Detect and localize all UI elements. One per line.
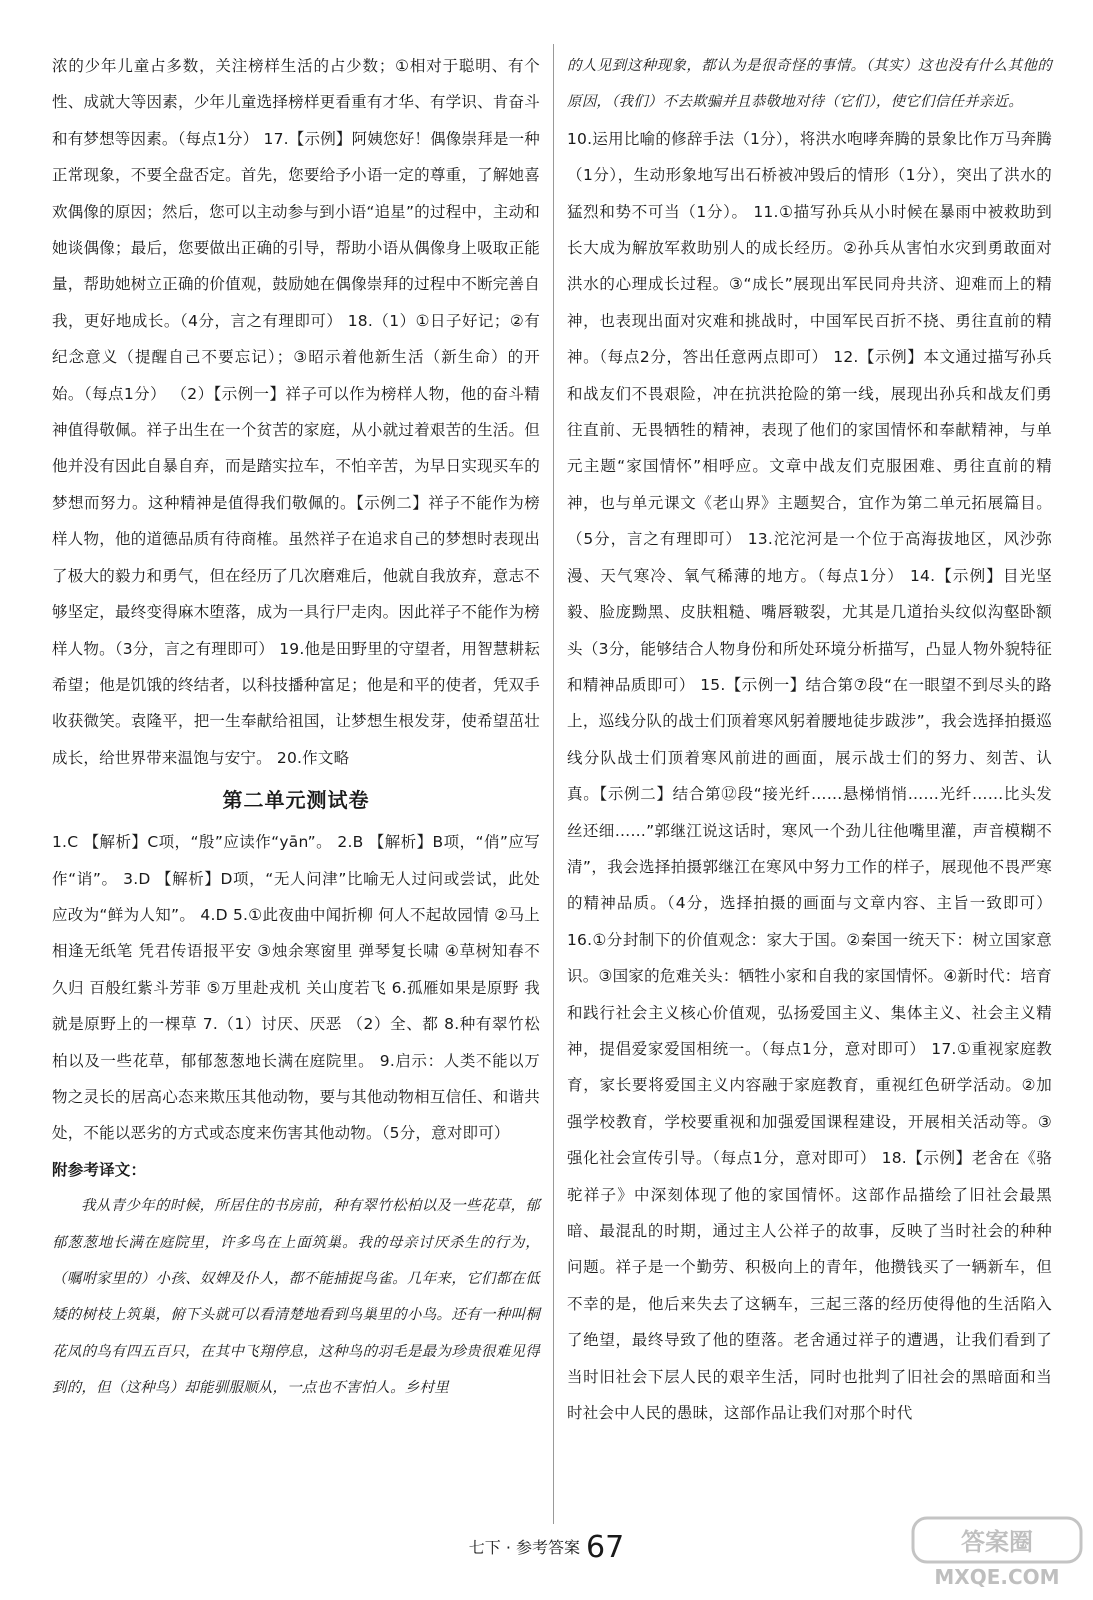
section-title: 第二单元测试卷	[222, 788, 370, 813]
watermark-logo	[907, 1512, 1087, 1592]
reference-translation: 我从青少年的时候，所居住的书房前，种有翠竹松柏以及一些花草，郁郁葱葱地长满在庭院里，许多鸟在上面筑巢。我的母亲讨厌杀生的行为，（嘱咐家里的）小孩、奴婢及仆人，都不能捕捉鸟雀。几年来，它们都在低矮的树枝上筑巢，俯下头就可以看清楚地看到鸟巢里的小鸟。还有一种叫桐花凤的鸟有四五百只，在其中飞翔停息，这种鸟的羽毛是最为珍贵很难见得到的，但（这种鸟）却能驯服顺从，一点也不害怕人。乡村里	[52, 1198, 540, 1397]
reference-heading: 附参考译文：	[52, 1160, 147, 1179]
right-column	[567, 48, 1052, 1431]
answer-paragraph: 浓的少年儿童占多数，关注榜样生活的占少数；①相对于聪明、有个性、成就大等因素，少年儿童选择榜样更看重有才华、有学识、肯奋斗和有梦想等因素。（每点1分） 17.【示例】阿姨您好！偶像崇拜是一种正常现象，不要全盘否定。首先，您要给予小语一定的尊重，了解她喜欢偶像的原因；然后，您可以主动参与到小语“追星”的过程中，主动和她谈偶像；最后，您要做出正确的引导，帮助小语从偶像身上吸取正能量，帮助她树立正确的价值观，鼓励她在偶像崇拜的过程中不断完善自我，更好地成长。（4分，言之有理即可） 18.（1）①日子好记；②有纪念意义（提醒自己不要忘记）；③昭示着他新生活（新生命）的开始。（每点1分） （2）【示例一】祥子可以作为榜样人物，他的奋斗精神值得敬佩。祥子出生在一个贫苦的家庭，从小就过着艰苦的生活。但他并没有因此自暴自弃，而是踏实拉车，不怕辛苦，为早日实现买车的梦想而努力。这种精神是值得我们敬佩的。【示例二】祥子不能作为榜样人物，他的道德品质有待商榷。虽然祥子在追求自己的梦想时表现出了极大的毅力和勇气，但在经历了几次磨难后，他就自我放弃，意志不够坚定，最终变得麻木堕落，成为一具行尸走肉。因此祥子不能作为榜样人物。（3分，言之有理即可） 19.他是田野里的守望者，用智慧耕耘希望；他是饥饿的终结者，以科技播种富足；他是和平的使者，凭双手收获微笑。袁隆平，把一生奉献给祖国，让梦想生根发芽，使希望茁壮成长，给世界带来温饱与安宁。 20.作文略	[52, 57, 540, 767]
svg-text:答案圈: 答案圈	[961, 1528, 1033, 1556]
column-divider	[553, 44, 554, 1524]
page-number: 67	[586, 1530, 625, 1565]
svg-text:MXQE.COM: MXQE.COM	[934, 1565, 1060, 1589]
reference-translation-cont: 的人见到这种现象，都认为是很奇怪的事情。（其实）这也没有什么其他的原因，（我们）不去欺骗并且恭敬地对待（它们），使它们信任并亲近。	[567, 58, 1052, 111]
left-column	[52, 48, 540, 1407]
answer-paragraph: 1.C 【解析】C项，“殷”应读作“yān”。 2.B 【解析】B项，“俏”应写作“诮”。 3.D 【解析】D项，“无人问津”比喻无人过问或尝试，此处应改为“鲜为人知”。 4.D 5.①此夜曲中闻折柳 何人不起故园情 ②马上相逢无纸笔 凭君传语报平安 ③烛余寒窗里 弹琴复长啸 ④草树知春不久归 百般红紫斗芳菲 ⑤万里赴戎机 关山度若飞 6.孤雁如果是原野 我就是原野上的一棵草 7.（1）讨厌、厌恶 （2）全、都 8.种有翠竹松柏以及一些花草，郁郁葱葱地长满在庭院里。 9.启示：人类不能以万物之灵长的居高心态来欺压其他动物，要与其他动物相互信任、和谐共处，不能以恶劣的方式或态度来伤害其他动物。（5分，意对即可）	[52, 833, 540, 1143]
answer-paragraph: 10.运用比喻的修辞手法（1分），将洪水咆哮奔腾的景象比作万马奔腾（1分），生动形象地写出石桥被冲毁后的情形（1分），突出了洪水的猛烈和势不可当（1分）。 11.①描写孙兵从小时候在暴雨中被救助到长大成为解放军救助别人的成长经历。②孙兵从害怕水灾到勇敢面对洪水的心理成长过程。③“成长”展现出军民同舟共济、迎难而上的精神，也表现出面对灾难和挑战时，中国军民百折不挠、勇往直前的精神。（每点2分，答出任意两点即可） 12.【示例】本文通过描写孙兵和战友们不畏艰险，冲在抗洪抢险的第一线，展现出孙兵和战友们勇往直前、无畏牺牲的精神，表现了他们的家国情怀和奉献精神，与单元主题“家国情怀”相呼应。文章中战友们克服困难、勇往直前的精神，也与单元课文《老山界》主题契合，宜作为第二单元拓展篇目。（5分，言之有理即可） 13.沱沱河是一个位于高海拔地区，风沙弥漫、天气寒冷、氧气稀薄的地方。（每点1分） 14.【示例】目光坚毅、脸庞黝黑、皮肤粗糙、嘴唇皲裂，尤其是几道抬头纹似沟壑卧额头（3分，能够结合人物身份和所处环境分析描写，凸显人物外貌特征和精神品质即可） 15.【示例一】结合第⑦段“在一眼望不到尽头的路上，巡线分队的战士们顶着寒风躬着腰地徒步跋涉”，我会选择拍摄巡线分队战士们顶着寒风前进的画面，展示战士们的努力、刻苦、认真。【示例二】结合第⑫段“接光纤……悬梯悄悄……光纤……比头发丝还细……”郭继江说这话时，寒风一个劲儿往他嘴里灌，声音模糊不清”，我会选择拍摄郭继江在寒风中努力工作的样子，展现他不畏严寒的精神品质。（4分，选择拍摄的画面与文章内容、主旨一致即可） 16.①分封制下的价值观念：家大于国。②秦国一统天下：树立国家意识。③国家的危难关头：牺牲小家和自我的家国情怀。④新时代：培育和践行社会主义核心价值观，弘扬爱国主义、集体主义、社会主义精神，提倡爱家爱国相统一。（每点1分，意对即可） 17.①重视家庭教育，家长要将爱国主义内容融于家庭教育，重视红色研学活动。②加强学校教育，学校要重视和加强爱国课程建设，开展相关活动等。③强化社会宣传引导。（每点1分，意对即可） 18.【示例】老舍在《骆驼祥子》中深刻体现了他的家国情怀。这部作品描绘了旧社会最黑暗、最混乱的时期，通过主人公祥子的故事，反映了当时社会的种种问题。祥子是一个勤劳、积极向上的青年，他攒钱买了一辆新车，但不幸的是，他后来失去了这辆车，三起三落的经历使得他的生活陷入了绝望，最终导致了他的堕落。老舍通过祥子的遭遇，让我们看到了当时旧社会下层人民的艰辛生活，同时也批判了旧社会的黑暗面和当时社会中人民的愚昧，这部作品让我们对那个时代	[567, 129, 1052, 1423]
footer-label: 七下 · 参考答案	[468, 1538, 581, 1557]
